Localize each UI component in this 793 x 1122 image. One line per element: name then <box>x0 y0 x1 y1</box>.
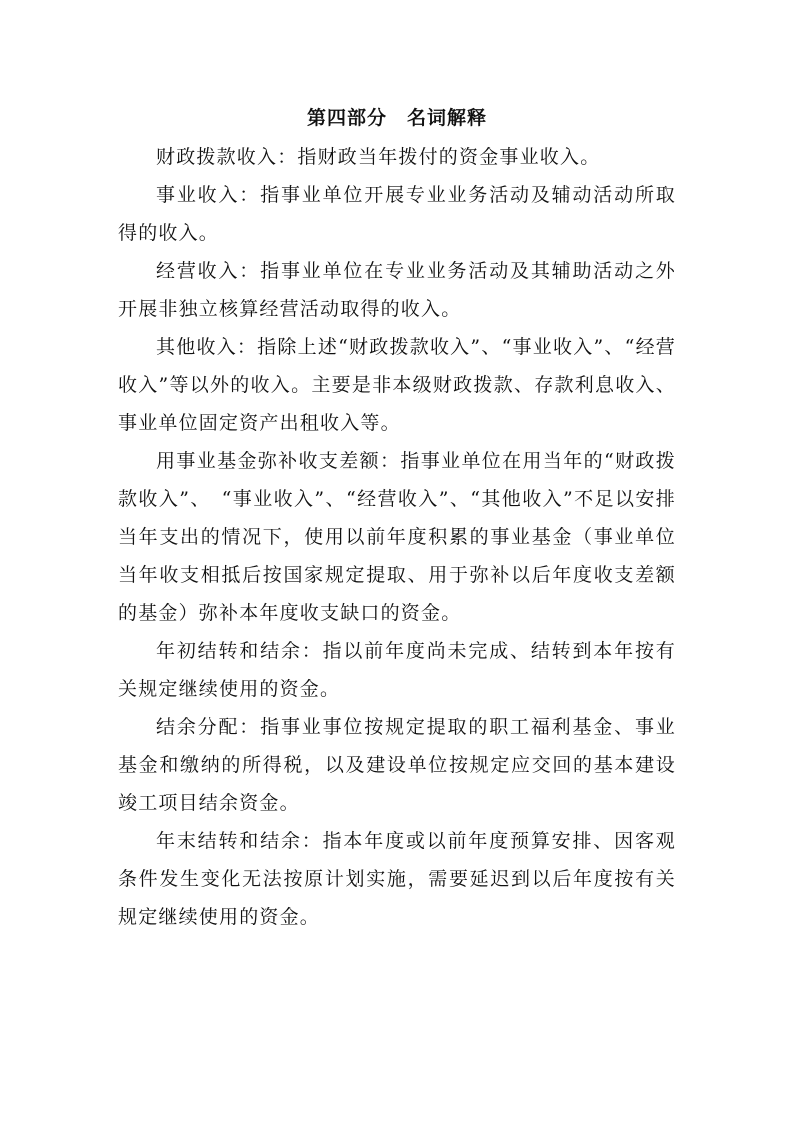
section-title: 第四部分 名词解释 <box>306 107 487 129</box>
definition-operating-income: 经营收入：指事业单位在专业业务活动及其辅助活动之外开展非独立核算经营活动取得的收入。 <box>118 260 676 320</box>
definition-business-income: 事业收入：指事业单位开展专业业务活动及辅动活动所取得的收入。 <box>118 184 676 244</box>
definition-year-end-carryover: 年末结转和结余：指本年度或以前年度预算安排、因客观条件发生变化无法按原计划实施，需要延迟到以后年度按有关规定继续使用的资金。 <box>118 830 676 928</box>
document-page <box>118 100 676 936</box>
definition-fiscal-appropriation-income: 财政拨款收入：指财政当年拨付的资金事业收入。 <box>156 146 601 168</box>
definition-surplus-distribution: 结余分配：指事业事位按规定提取的职工福利基金、事业基金和缴纳的所得税，以及建设单位按规定应交回的基本建设竣工项目结余资金。 <box>118 716 676 814</box>
definition-business-fund-deficit: 用事业基金弥补收支差额：指事业单位在用当年的“财政拨款收入”、 “事业收入”、“经营收入”、“其他收入”不足以安排当年支出的情况下，使用以前年度积累的事业基金（事业单位当年收支相抵后按国家规定提取、用于弥补以后年度收支差额的基金）弥补本年度收支缺口的资金。 <box>118 450 676 624</box>
definition-beginning-carryover: 年初结转和结余：指以前年度尚未完成、结转到本年按有关规定继续使用的资金。 <box>118 640 676 700</box>
definition-other-income: 其他收入：指除上述“财政拨款收入”、“事业收入”、“经营收入”等以外的收入。主要是非本级财政拨款、存款利息收入、事业单位固定资产出租收入等。 <box>118 336 676 434</box>
